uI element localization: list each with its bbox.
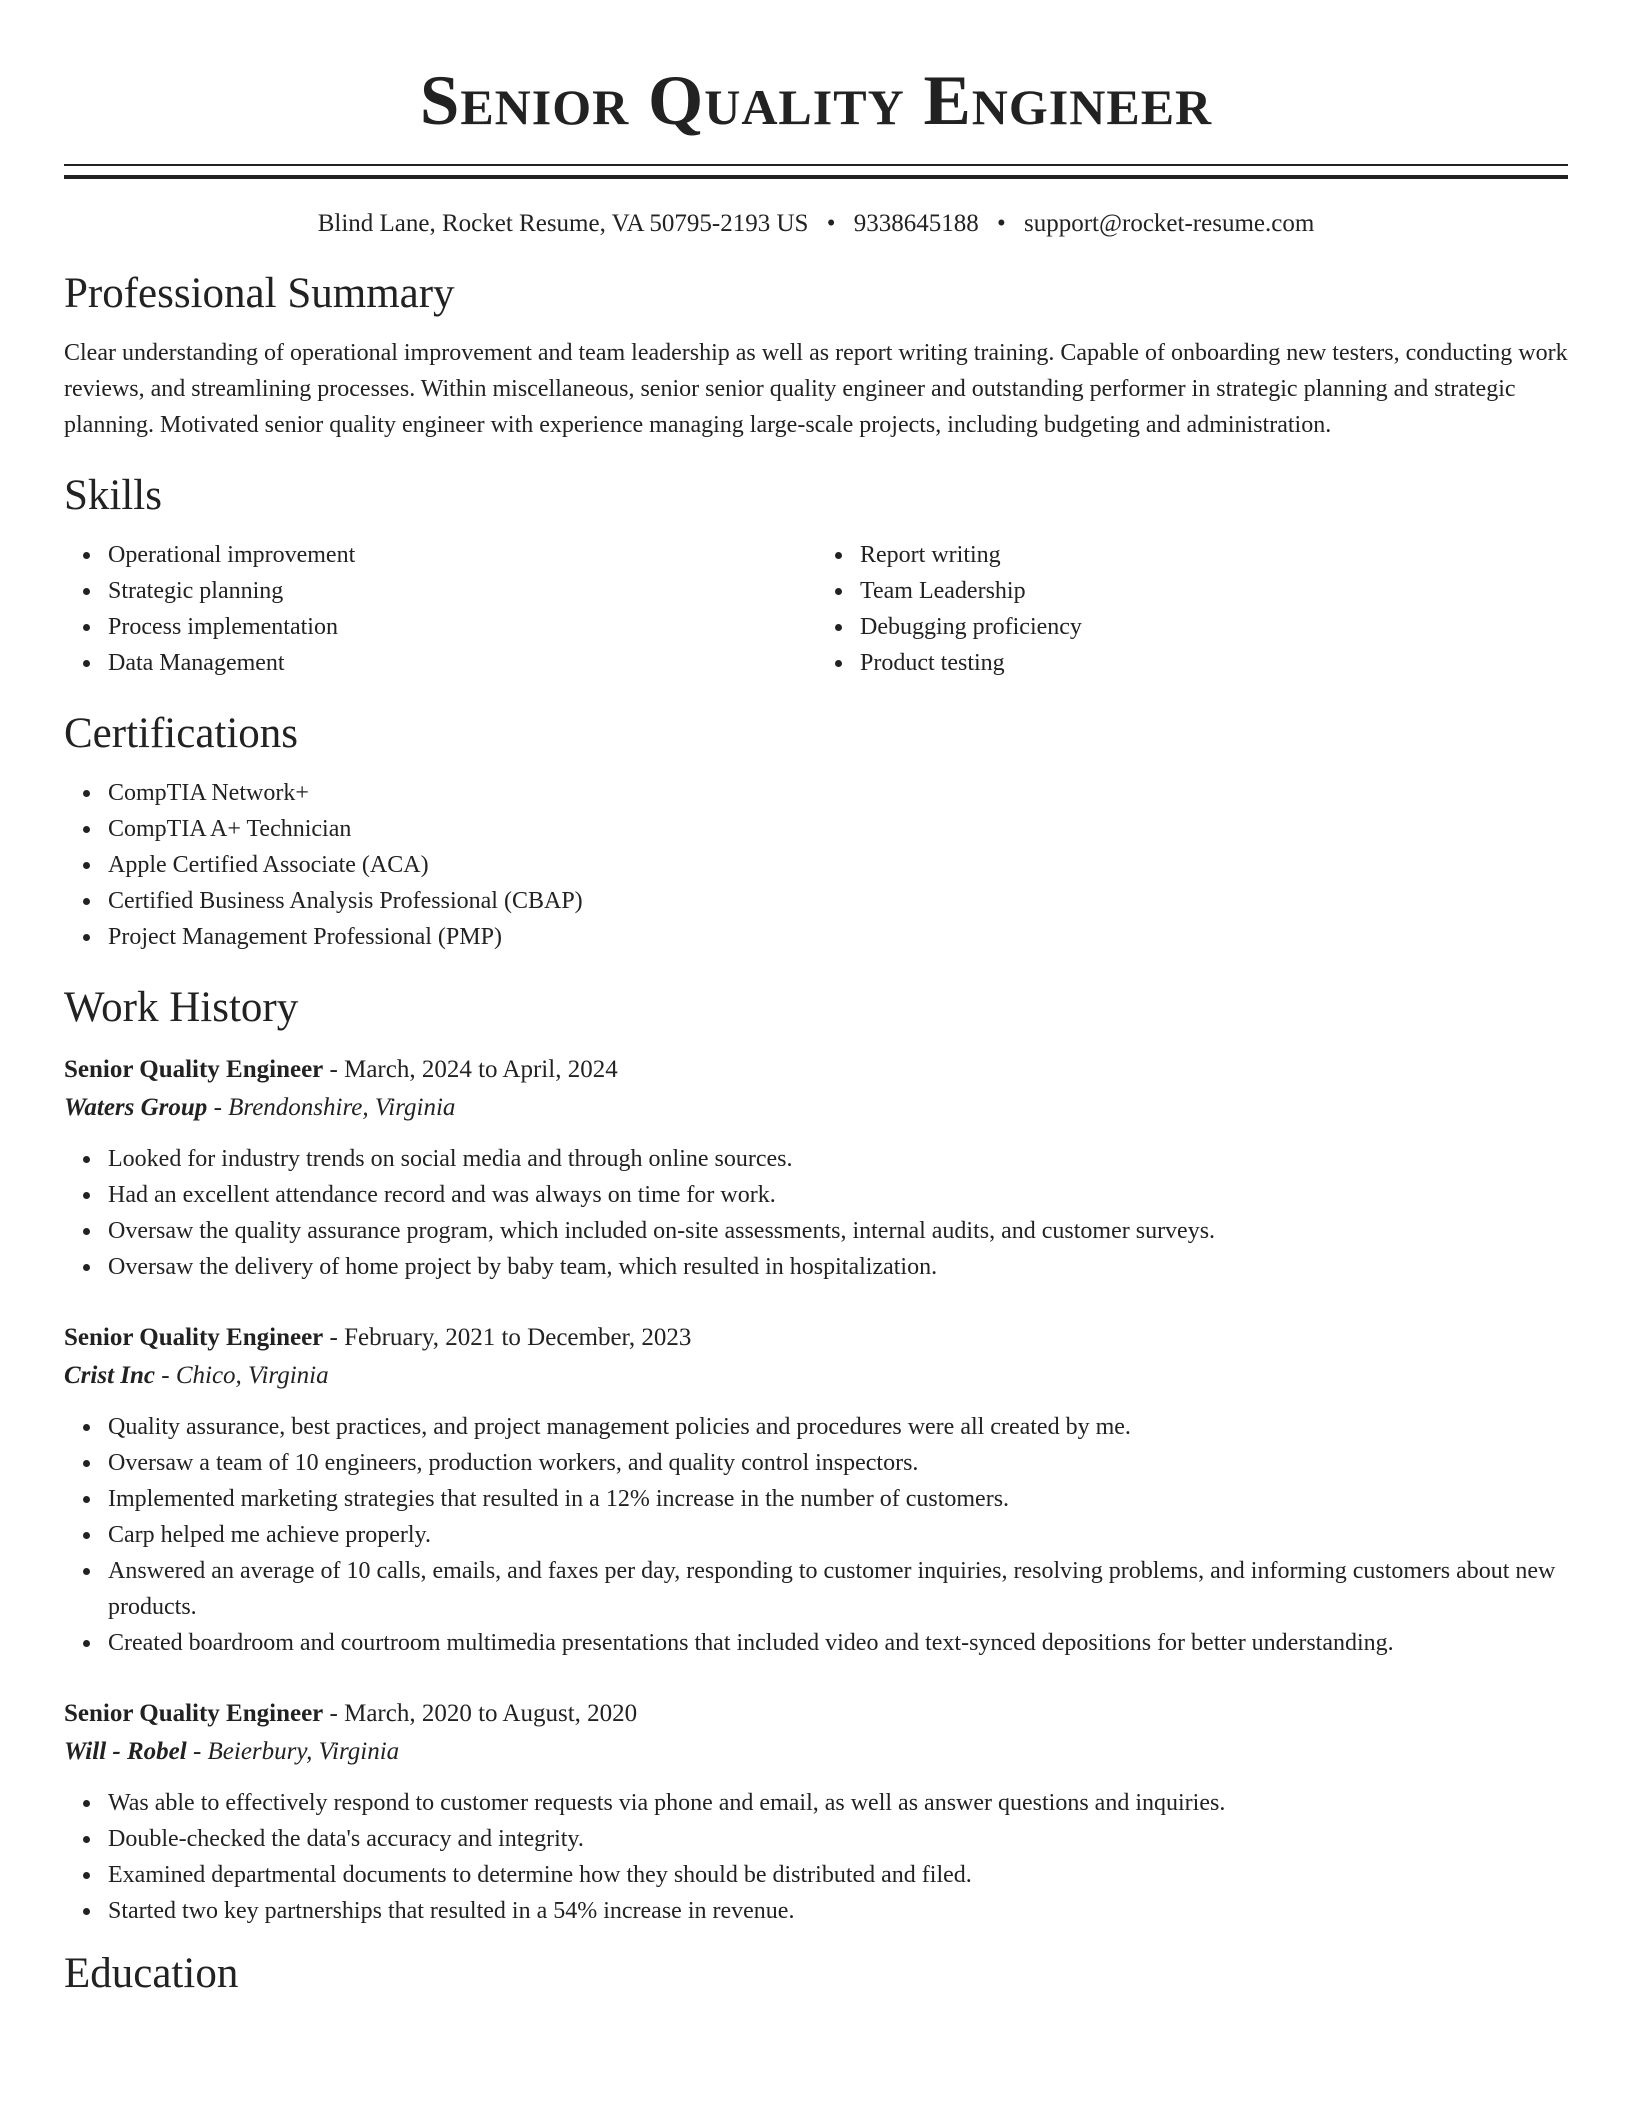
skill-item: Product testing xyxy=(860,645,1568,681)
skill-item: Debugging proficiency xyxy=(860,609,1568,645)
job-bullet: Double-checked the data's accuracy and integrity. xyxy=(108,1821,1568,1857)
job-bullet: Quality assurance, best practices, and project management policies and procedures were all created by me. xyxy=(108,1409,1568,1445)
job-location: - Brendonshire, Virginia xyxy=(207,1094,456,1121)
skills-list-left xyxy=(64,537,816,681)
contact-email: support@rocket-resume.com xyxy=(1023,210,1315,237)
summary-heading: Professional Summary xyxy=(64,270,455,317)
job-bullet: Oversaw a team of 10 engineers, production workers, and quality control inspectors. xyxy=(108,1445,1568,1481)
job-bullets xyxy=(64,1141,1568,1285)
education-heading: Education xyxy=(64,1950,239,1997)
job-dates: - March, 2024 to April, 2024 xyxy=(323,1056,618,1083)
job-bullet: Implemented marketing strategies that resulted in a 12% increase in the number of customers. xyxy=(108,1481,1568,1517)
job-entry xyxy=(64,1695,1568,1929)
skill-item: Process implementation xyxy=(108,609,816,645)
contact-line xyxy=(64,207,1568,241)
job-bullet: Oversaw the quality assurance program, which included on-site assessments, internal audits, and customer surveys. xyxy=(108,1213,1568,1249)
job-header xyxy=(64,1319,1568,1357)
job-entry xyxy=(64,1051,1568,1285)
job-role: Senior Quality Engineer xyxy=(64,1700,324,1727)
job-company-line xyxy=(64,1357,1568,1395)
skill-item: Team Leadership xyxy=(860,573,1568,609)
job-bullet: Was able to effectively respond to customer requests via phone and email, as well as answer questions and inquiries. xyxy=(108,1785,1568,1821)
job-bullet: Oversaw the delivery of home project by baby team, which resulted in hospitalization. xyxy=(108,1249,1568,1285)
certification-item: Apple Certified Associate (ACA) xyxy=(108,847,1568,883)
certification-item: CompTIA A+ Technician xyxy=(108,811,1568,847)
certification-item: CompTIA Network+ xyxy=(108,775,1568,811)
job-location: - Beierbury, Virginia xyxy=(186,1738,400,1765)
skill-item: Strategic planning xyxy=(108,573,816,609)
skill-item: Report writing xyxy=(860,537,1568,573)
certifications-heading: Certifications xyxy=(64,710,299,757)
job-bullet: Created boardroom and courtroom multimedia presentations that included video and text-synced depositions for better understanding. xyxy=(108,1625,1568,1661)
job-role: Senior Quality Engineer xyxy=(64,1324,324,1351)
job-bullets xyxy=(64,1409,1568,1661)
job-header xyxy=(64,1051,1568,1089)
contact-address: Blind Lane, Rocket Resume, VA 50795-2193 US xyxy=(317,210,809,237)
work-history-heading: Work History xyxy=(64,984,299,1031)
job-company: Waters Group xyxy=(64,1094,208,1121)
job-dates: - March, 2020 to August, 2020 xyxy=(323,1700,638,1727)
certifications-list xyxy=(64,775,1568,955)
contact-separator: • xyxy=(826,210,836,237)
job-bullet: Examined departmental documents to determine how they should be distributed and filed. xyxy=(108,1857,1568,1893)
resume-title: Senior Quality Engineer xyxy=(419,62,1213,140)
job-company-line xyxy=(64,1733,1568,1771)
job-company: Will - Robel xyxy=(64,1738,187,1765)
job-bullet: Carp helped me achieve properly. xyxy=(108,1517,1568,1553)
header-divider xyxy=(64,164,1568,179)
job-company: Crist Inc xyxy=(64,1362,156,1389)
job-bullet: Had an excellent attendance record and was always on time for work. xyxy=(108,1177,1568,1213)
skill-item: Data Management xyxy=(108,645,816,681)
job-bullet: Started two key partnerships that resulted in a 54% increase in revenue. xyxy=(108,1893,1568,1929)
skills-list-right xyxy=(816,537,1568,681)
skills-columns xyxy=(64,537,1568,681)
job-role: Senior Quality Engineer xyxy=(64,1056,324,1083)
contact-separator: • xyxy=(996,210,1006,237)
job-bullet: Looked for industry trends on social media and through online sources. xyxy=(108,1141,1568,1177)
job-header xyxy=(64,1695,1568,1733)
summary-text: Clear understanding of operational improvement and team leadership as well as report writing training. Capable of onboarding new testers, conducting work reviews, and streamlining processes. Within miscellaneous, senior senior quality engineer and outstanding performer in strategic planning and strategic planning. Motivated senior quality engineer with experience managing large-scale projects, including budgeting and administration. xyxy=(64,340,1568,438)
job-dates: - February, 2021 to December, 2023 xyxy=(323,1324,692,1351)
skill-item: Operational improvement xyxy=(108,537,816,573)
job-company-line xyxy=(64,1089,1568,1127)
job-bullets xyxy=(64,1785,1568,1929)
job-entry xyxy=(64,1319,1568,1661)
certification-item: Certified Business Analysis Professional (CBAP) xyxy=(108,883,1568,919)
contact-phone: 9338645188 xyxy=(853,210,979,237)
job-bullet: Answered an average of 10 calls, emails, and faxes per day, responding to customer inquiries, resolving problems, and informing customers about new products. xyxy=(108,1553,1568,1625)
skills-heading: Skills xyxy=(64,472,162,519)
certification-item: Project Management Professional (PMP) xyxy=(108,919,1568,955)
job-location: - Chico, Virginia xyxy=(155,1362,329,1389)
